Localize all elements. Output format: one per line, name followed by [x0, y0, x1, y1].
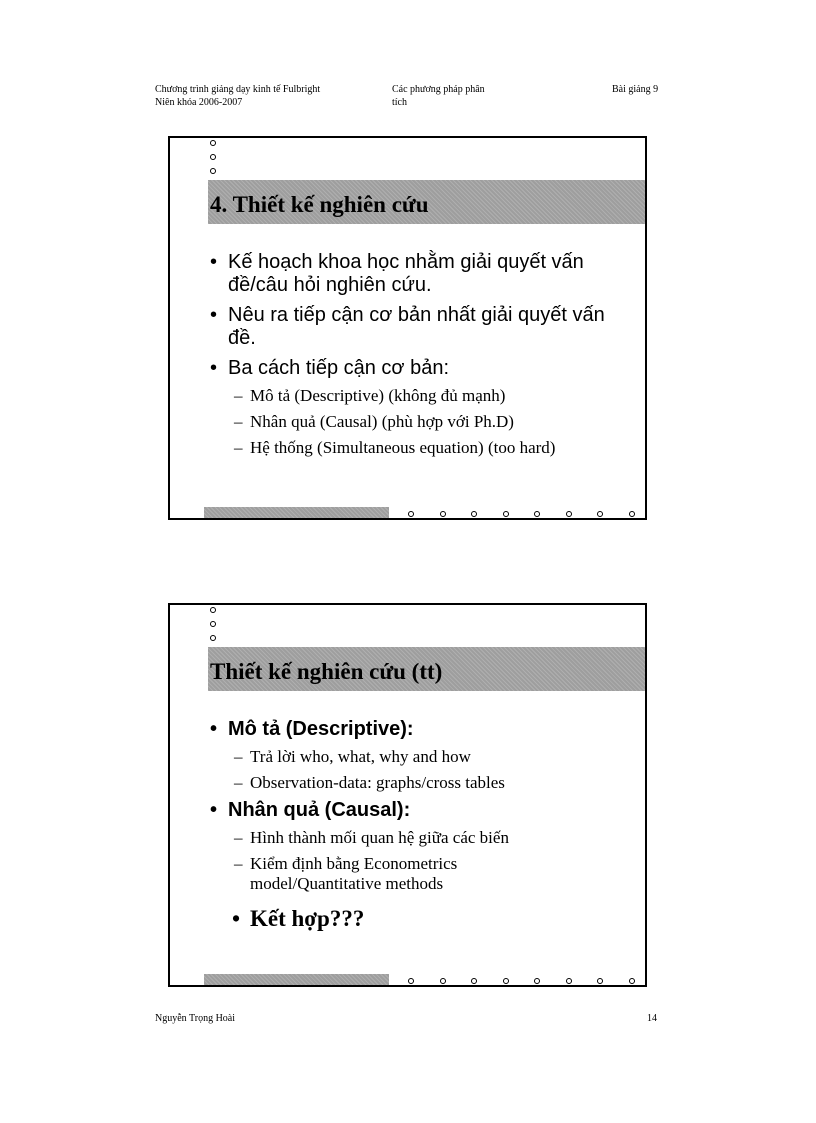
circle-icon — [210, 607, 216, 613]
header-topic-line2: tích — [392, 97, 407, 108]
slide-2-body — [210, 718, 635, 932]
slide-2-footer-dots — [408, 978, 635, 984]
circle-icon — [471, 511, 477, 517]
circle-icon — [503, 511, 509, 517]
sub-bullet-item: – Nhân quả (Causal) (phù hợp với Ph.D) — [210, 412, 635, 432]
slide-1-title: 4. Thiết kế nghiên cứu — [210, 192, 429, 217]
circle-icon — [408, 511, 414, 517]
circle-icon — [629, 978, 635, 984]
circle-icon — [210, 154, 216, 160]
header-course — [155, 83, 320, 109]
slide-1-body — [210, 251, 635, 458]
circle-icon — [597, 978, 603, 984]
footer-page-number: 14 — [647, 1013, 657, 1024]
sub-bullet-item: – Mô tả (Descriptive) (không đủ mạnh) — [210, 386, 635, 406]
sub-bullet-item: – Observation-data: graphs/cross tables — [210, 773, 635, 793]
header-lecture-number: Bài giảng 9 — [612, 84, 659, 95]
circle-icon — [566, 511, 572, 517]
circle-icon — [210, 168, 216, 174]
circle-icon — [210, 635, 216, 641]
bullet-item: • Kết hợp??? — [210, 906, 635, 932]
slide-1-footer-dots — [408, 511, 635, 517]
circle-icon — [629, 511, 635, 517]
circle-icon — [210, 140, 216, 146]
slide-2-footer-bar — [204, 974, 389, 985]
circle-icon — [440, 978, 446, 984]
header-course-name: Chương trình giảng dạy kinh tế Fulbright — [155, 84, 321, 95]
header-topic-line1: Các phương pháp phân — [392, 84, 485, 95]
circle-icon — [408, 978, 414, 984]
circle-icon — [440, 511, 446, 517]
circle-icon — [534, 511, 540, 517]
slide-2 — [168, 603, 647, 987]
circle-icon — [471, 978, 477, 984]
bullet-item: • Nêu ra tiếp cận cơ bản nhất giải quyết vấn đề. — [210, 304, 635, 350]
slide-1 — [168, 136, 647, 520]
sub-bullet-item: – Trả lời who, what, why and how — [210, 747, 635, 767]
circle-icon — [503, 978, 509, 984]
slide-1-corner-dots — [210, 140, 216, 182]
circle-icon — [566, 978, 572, 984]
circle-icon — [597, 511, 603, 517]
circle-icon — [210, 621, 216, 627]
footer-author: Nguyễn Trọng Hoài — [155, 1013, 236, 1024]
header-academic-year: Niên khóa 2006-2007 — [155, 97, 243, 108]
slide-2-corner-dots — [210, 607, 216, 649]
bullet-item: • Mô tả (Descriptive): — [210, 718, 635, 741]
sub-bullet-item: – Kiểm định bằng Econometrics model/Quantitative methods — [210, 854, 480, 894]
bullet-item: • Ba cách tiếp cận cơ bản: — [210, 357, 635, 380]
slide-2-title: Thiết kế nghiên cứu (tt) — [210, 659, 443, 684]
circle-icon — [534, 978, 540, 984]
header-topic — [392, 83, 485, 109]
bullet-item: • Nhân quả (Causal): — [210, 799, 635, 822]
slide-1-footer-bar — [204, 507, 389, 518]
bullet-item: • Kế hoạch khoa học nhằm giải quyết vấn đề/câu hỏi nghiên cứu. — [210, 251, 635, 297]
sub-bullet-item: – Hệ thống (Simultaneous equation) (too hard) — [210, 438, 635, 458]
sub-bullet-item: – Hình thành mối quan hệ giữa các biến — [210, 828, 635, 848]
